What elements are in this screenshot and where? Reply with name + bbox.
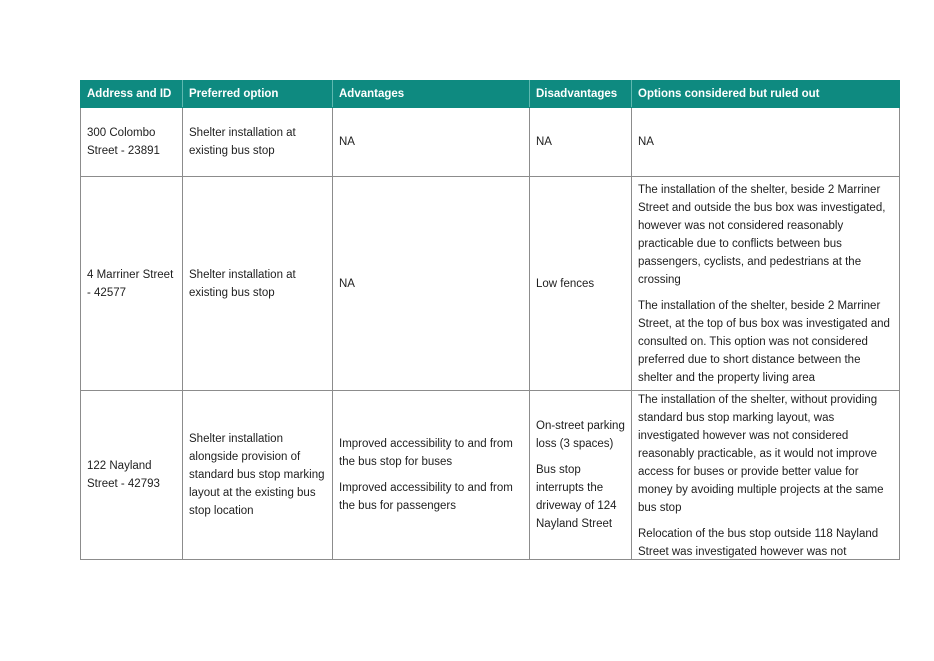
disadvantage-text: On-street parking loss (3 spaces) (536, 420, 625, 450)
preferred-option-text: Shelter installation alongside provision of standard bus stop marking layout at the existing bus stop location (189, 433, 325, 517)
ruled-out-text: The installation of the shelter, beside 2 Marriner Street and outside the bus box was investigated, however was not considered reasonably practicable due to conflicts between bus passengers, cyclists, and pedestrians at the crossing (638, 183, 886, 286)
table-row (81, 177, 900, 391)
cell-disadvantages (530, 177, 632, 391)
cell-advantages (333, 108, 530, 177)
cell-advantages (333, 391, 530, 560)
cell-options-ruled-out (632, 177, 900, 391)
cell-options-ruled-out (632, 108, 900, 177)
cell-preferred-option (183, 108, 333, 177)
preferred-option-text: Shelter installation at existing bus stop (189, 127, 296, 157)
disadvantage-text: Low fences (536, 277, 595, 290)
address-text: 4 Marriner Street - 42577 (87, 268, 174, 299)
table-row (81, 391, 900, 560)
advantage-text: NA (339, 277, 355, 290)
advantage-text: Improved accessibility to and from the bus for passengers (339, 482, 513, 512)
advantage-text: NA (339, 136, 355, 148)
ruled-out-text: NA (638, 136, 654, 148)
table-row (81, 108, 900, 177)
options-table-container (80, 80, 899, 560)
cell-address (81, 391, 183, 560)
cell-advantages (333, 177, 530, 391)
header-advantages: Advantages (333, 81, 530, 108)
address-text: 122 Nayland Street - 42793 (87, 460, 160, 490)
address-text: 300 Colombo Street - 23891 (87, 127, 160, 157)
header-options-ruled-out: Options considered but ruled out (632, 81, 900, 108)
cell-options-ruled-out (632, 391, 900, 560)
options-table (80, 80, 900, 560)
ruled-out-clip (632, 391, 899, 559)
cell-disadvantages (530, 108, 632, 177)
header-preferred-option: Preferred option (183, 81, 333, 108)
cell-disadvantages (530, 391, 632, 560)
ruled-out-text: The installation of the shelter, beside 2 Marriner Street, at the top of bus box was investigated and consulted on. This option was not considered preferred due to short distance between the shelter and the property living area (638, 299, 890, 384)
cell-address (81, 177, 183, 391)
cell-preferred-option (183, 391, 333, 560)
disadvantage-text: NA (536, 136, 552, 148)
ruled-out-text: Relocation of the bus stop outside 118 Nayland Street was investigated however was not (638, 528, 879, 558)
cell-preferred-option (183, 177, 333, 391)
preferred-option-text: Shelter installation at existing bus stop (189, 268, 296, 299)
table-header-row (81, 81, 900, 108)
cell-address (81, 108, 183, 177)
ruled-out-text: The installation of the shelter, without providing standard bus stop marking layout, was investigated however was not considered reasonably practicable, as it would not improve access for buses or provide better value for money by avoiding multiple projects at the same bus stop (638, 394, 884, 514)
header-disadvantages: Disadvantages (530, 81, 632, 108)
disadvantage-text: Bus stop interrupts the driveway of 124 Nayland Street (536, 464, 617, 530)
advantage-text: Improved accessibility to and from the bus stop for buses (339, 438, 513, 468)
header-address: Address and ID (81, 81, 183, 108)
